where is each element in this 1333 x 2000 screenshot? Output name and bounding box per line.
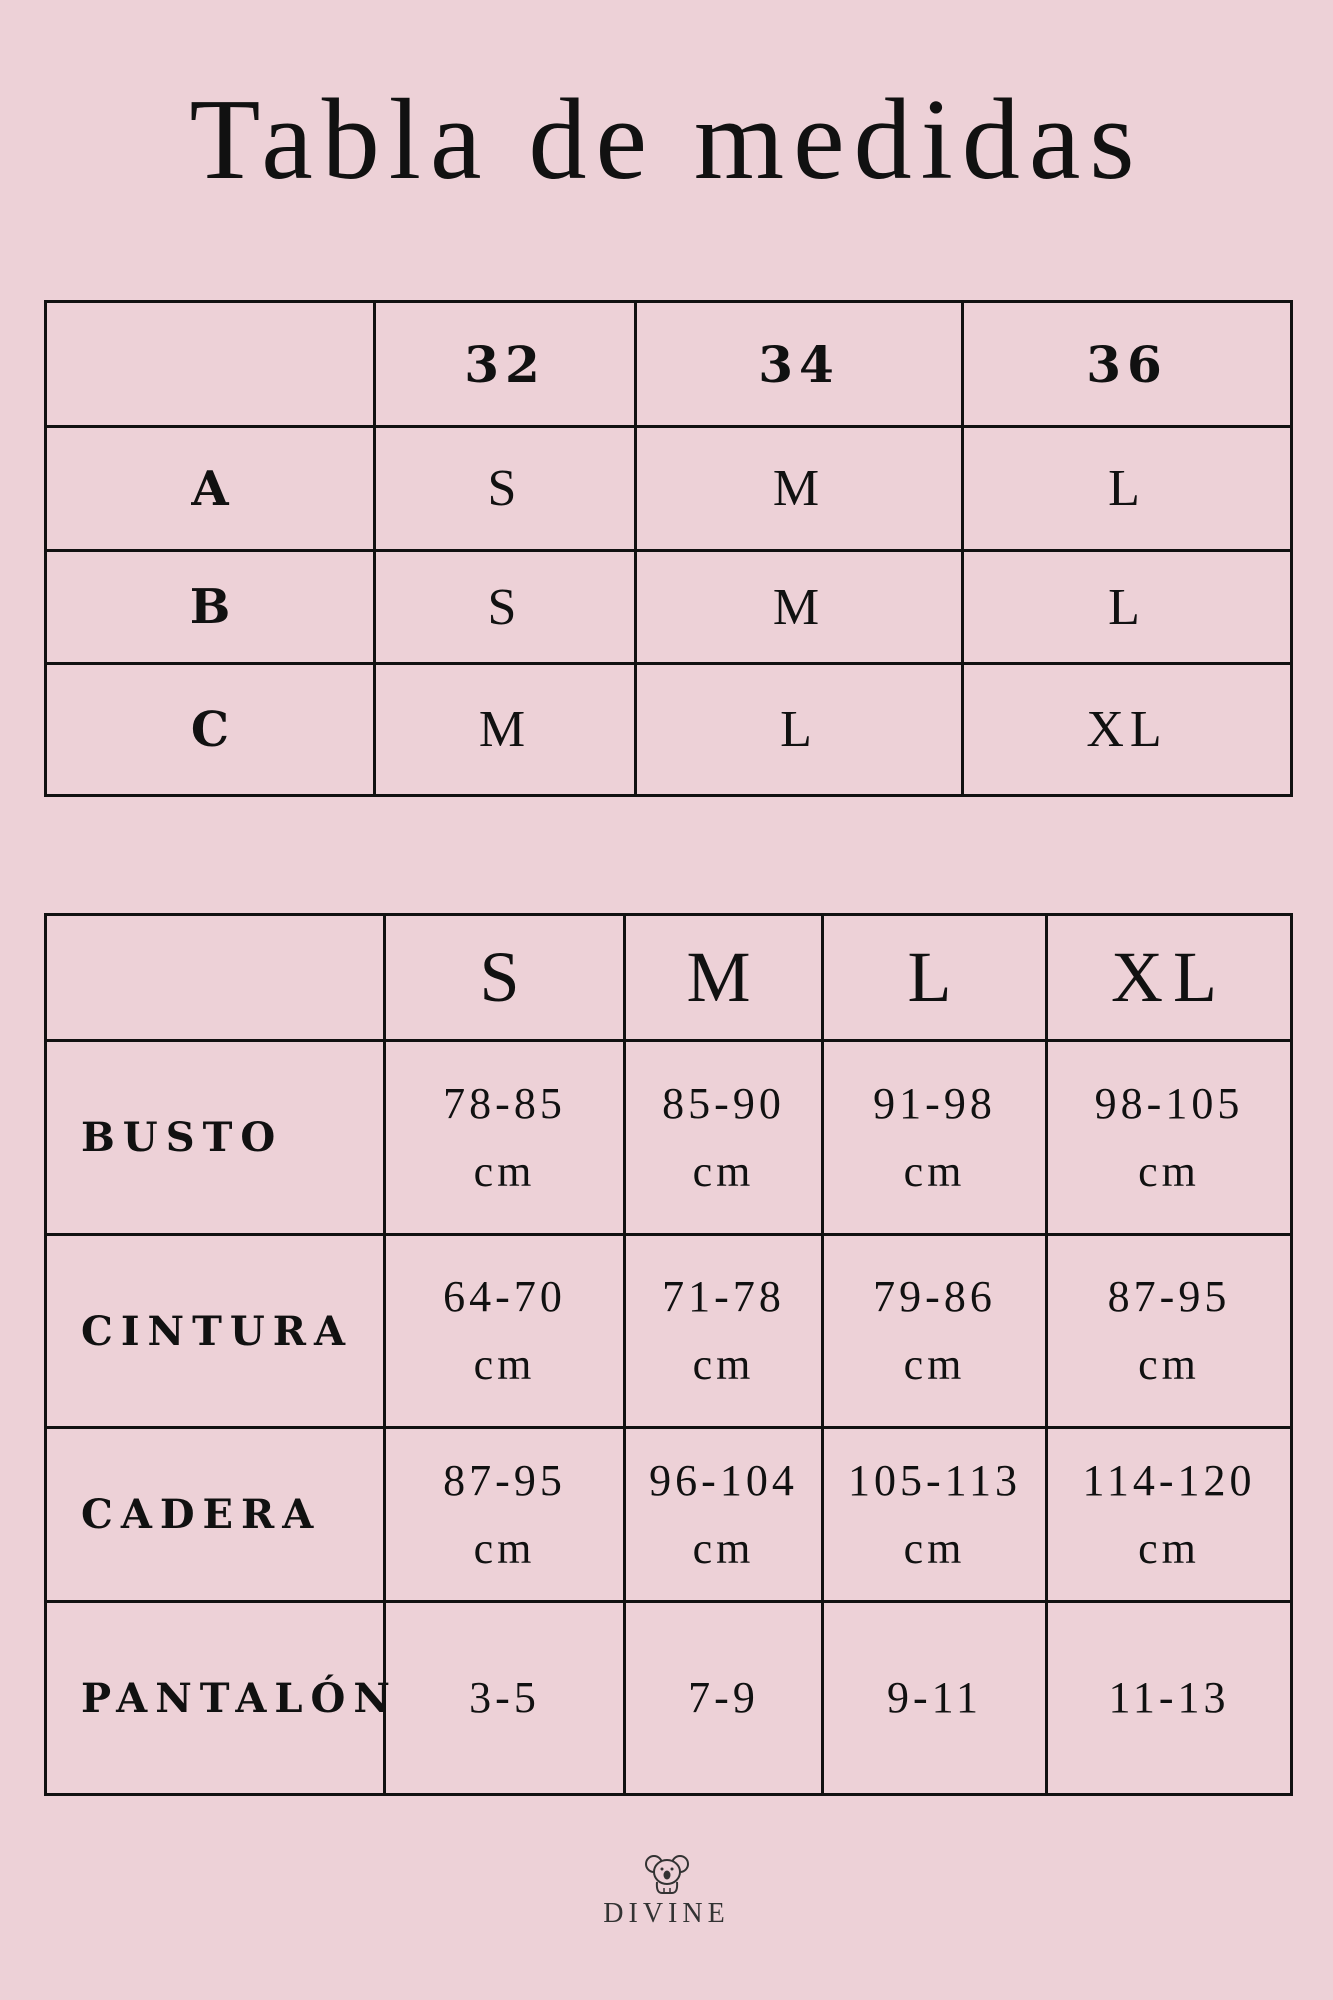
row-label-b: B xyxy=(46,551,375,664)
measurement-range: 78-85 xyxy=(443,1078,566,1128)
column-header-l: L xyxy=(823,915,1047,1041)
table-corner-cell xyxy=(46,302,375,427)
table-cell: M xyxy=(375,664,636,796)
measurement-unit: cm xyxy=(1138,1340,1200,1389)
measurement-range: 85-90 xyxy=(662,1078,785,1128)
column-header-36: 36 xyxy=(963,302,1292,427)
measurement-range: 114-120 xyxy=(1082,1455,1256,1505)
measurement-range: 96-104 xyxy=(649,1455,798,1505)
table-cell xyxy=(823,1041,1047,1235)
measurement-unit: cm xyxy=(692,1523,755,1573)
koala-icon xyxy=(644,1852,690,1896)
measurement-range: 91-98 xyxy=(873,1078,996,1128)
table-cell xyxy=(1047,1428,1292,1602)
table-cell xyxy=(625,1041,823,1235)
table-cell: 11-13 xyxy=(1047,1602,1292,1795)
table-cell xyxy=(385,1235,625,1428)
measurement-unit: cm xyxy=(903,1340,966,1389)
table-cell xyxy=(625,1235,823,1428)
table-row xyxy=(46,1602,1292,1795)
row-label-cadera: CADERA xyxy=(46,1428,385,1602)
table-row xyxy=(46,1041,1292,1235)
measurement-unit: cm xyxy=(1138,1523,1200,1573)
page-title: Tabla de medidas xyxy=(189,76,1144,204)
table-cell: 7-9 xyxy=(625,1602,823,1795)
column-header-s: S xyxy=(385,915,625,1041)
table-row xyxy=(46,1428,1292,1602)
measurement-unit: cm xyxy=(903,1146,966,1196)
row-label-busto: BUSTO xyxy=(46,1041,385,1235)
measurement-range: 64-70 xyxy=(443,1272,566,1321)
table-cell xyxy=(385,1041,625,1235)
measurement-range: 87-95 xyxy=(443,1455,566,1505)
table-cell: M xyxy=(636,427,963,551)
table-header-row xyxy=(46,302,1292,427)
measurement-unit: cm xyxy=(903,1523,966,1573)
table-cell xyxy=(385,1428,625,1602)
table-cell xyxy=(823,1428,1047,1602)
table-cell: 9-11 xyxy=(823,1602,1047,1795)
table-cell xyxy=(625,1428,823,1602)
table-cell xyxy=(1047,1041,1292,1235)
measurement-range: 87-95 xyxy=(1107,1272,1231,1321)
table-row xyxy=(46,551,1292,664)
row-label-c: C xyxy=(46,664,375,796)
table-cell: XL xyxy=(963,664,1292,796)
table-row xyxy=(46,1235,1292,1428)
table-cell: S xyxy=(375,427,636,551)
brand-name: DIVINE xyxy=(603,1898,730,1929)
measurement-unit: cm xyxy=(473,1146,536,1196)
column-header-m: M xyxy=(625,915,823,1041)
table-header-row xyxy=(46,915,1292,1041)
row-label-pantalon: PANTALÓN xyxy=(46,1602,385,1795)
table-cell xyxy=(823,1235,1047,1428)
column-header-xl: XL xyxy=(1047,915,1292,1041)
measurement-range: 79-86 xyxy=(873,1272,996,1321)
brand-logo xyxy=(0,1852,1333,1930)
measurement-range: 98-105 xyxy=(1094,1078,1244,1128)
body-measurements-table xyxy=(44,913,1293,1796)
table-row xyxy=(46,664,1292,796)
measurement-unit: cm xyxy=(473,1523,536,1573)
measurement-range: 71-78 xyxy=(662,1272,785,1321)
column-header-32: 32 xyxy=(375,302,636,427)
table-cell: L xyxy=(963,551,1292,664)
table-cell xyxy=(1047,1235,1292,1428)
cup-size-table xyxy=(44,300,1293,797)
table-cell: M xyxy=(636,551,963,664)
row-label-a: A xyxy=(46,427,375,551)
table-cell: L xyxy=(636,664,963,796)
table-cell: S xyxy=(375,551,636,664)
measurement-unit: cm xyxy=(473,1340,536,1389)
table-row xyxy=(46,427,1292,551)
measurement-unit: cm xyxy=(692,1146,755,1196)
measurement-range: 105-113 xyxy=(847,1455,1022,1505)
table-cell: 3-5 xyxy=(385,1602,625,1795)
measurement-unit: cm xyxy=(692,1340,755,1389)
table-cell: L xyxy=(963,427,1292,551)
measurement-unit: cm xyxy=(1138,1146,1200,1196)
column-header-34: 34 xyxy=(636,302,963,427)
row-label-cintura: CINTURA xyxy=(46,1235,385,1428)
table-corner-cell xyxy=(46,915,385,1041)
